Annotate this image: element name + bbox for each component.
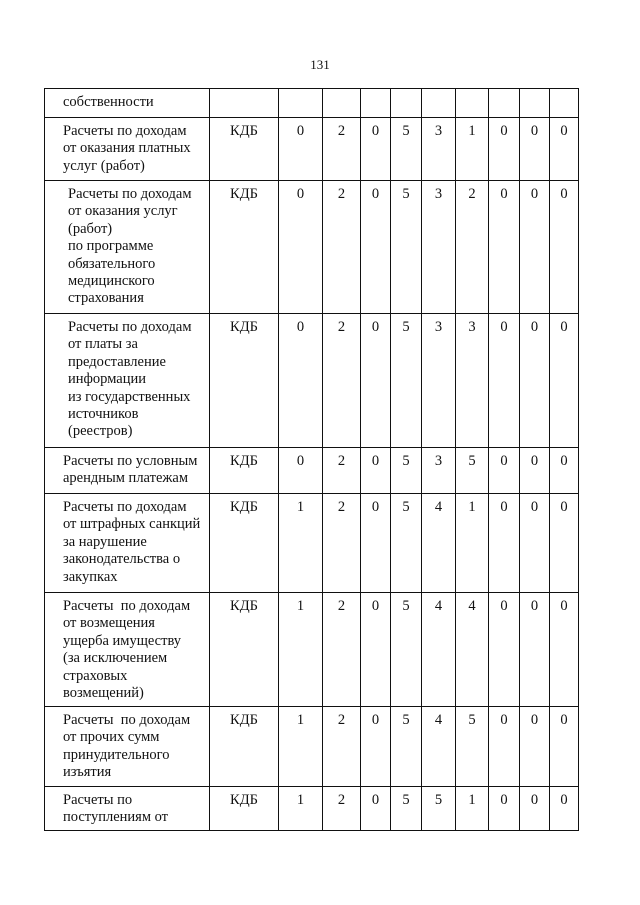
table-body — [45, 89, 579, 831]
table-row — [45, 494, 579, 593]
table-row — [45, 314, 579, 448]
code-digit-cell: 0 — [489, 314, 520, 448]
code-digit-cell: 0 — [550, 118, 579, 181]
code-digit-cell: 2 — [323, 494, 361, 593]
code-digit-cell: 0 — [520, 787, 550, 831]
account-name-cell: Расчеты по доходам от прочих сумм принудительного изъятия — [45, 707, 210, 787]
code-type-cell: КДБ — [210, 707, 279, 787]
code-type-cell: КДБ — [210, 787, 279, 831]
code-digit-cell: 2 — [456, 181, 489, 314]
code-digit-cell: 2 — [323, 314, 361, 448]
code-digit-cell: 0 — [489, 494, 520, 593]
code-digit-cell: 2 — [323, 448, 361, 494]
code-digit-cell: 0 — [520, 448, 550, 494]
code-digit-cell — [391, 89, 422, 118]
code-digit-cell: 0 — [489, 787, 520, 831]
account-name-cell: Расчеты по доходам от оказания услуг (работ) по программе обязательного медицинского страхования — [45, 181, 210, 314]
code-digit-cell: 0 — [489, 181, 520, 314]
table-row — [45, 787, 579, 831]
code-digit-cell: 0 — [520, 181, 550, 314]
code-digit-cell: 4 — [422, 593, 456, 707]
code-digit-cell: 5 — [391, 494, 422, 593]
code-digit-cell — [422, 89, 456, 118]
code-digit-cell: 2 — [323, 787, 361, 831]
code-digit-cell — [456, 89, 489, 118]
code-type-cell: КДБ — [210, 494, 279, 593]
code-digit-cell: 0 — [550, 593, 579, 707]
account-name-cell: Расчеты по условным арендным платежам — [45, 448, 210, 494]
table-row — [45, 448, 579, 494]
code-digit-cell: 5 — [422, 787, 456, 831]
code-digit-cell: 0 — [279, 314, 323, 448]
page-number: 131 — [310, 57, 330, 72]
code-digit-cell: 0 — [361, 707, 391, 787]
code-digit-cell: 4 — [422, 494, 456, 593]
code-digit-cell: 0 — [361, 181, 391, 314]
table-row — [45, 181, 579, 314]
code-digit-cell: 3 — [422, 181, 456, 314]
code-digit-cell: 0 — [279, 448, 323, 494]
code-digit-cell: 5 — [391, 787, 422, 831]
code-digit-cell: 3 — [422, 314, 456, 448]
code-digit-cell — [489, 89, 520, 118]
code-digit-cell: 0 — [361, 787, 391, 831]
account-name-cell: собственности — [45, 89, 210, 118]
code-digit-cell: 0 — [520, 118, 550, 181]
code-digit-cell: 0 — [550, 314, 579, 448]
code-digit-cell: 0 — [520, 494, 550, 593]
account-name-cell: Расчеты по доходам от штрафных санкций за нарушение законодательства о закупках — [45, 494, 210, 593]
code-digit-cell: 0 — [520, 707, 550, 787]
account-name-cell: Расчеты по доходам от платы за предоставление информации из государственных источников (реестров) — [45, 314, 210, 448]
code-digit-cell: 2 — [323, 707, 361, 787]
table-row — [45, 707, 579, 787]
code-digit-cell: 1 — [279, 593, 323, 707]
code-digit-cell: 2 — [323, 118, 361, 181]
code-type-cell — [210, 89, 279, 118]
code-digit-cell: 0 — [361, 494, 391, 593]
code-digit-cell: 1 — [456, 494, 489, 593]
code-digit-cell: 0 — [279, 118, 323, 181]
code-digit-cell: 5 — [391, 181, 422, 314]
code-digit-cell: 3 — [422, 448, 456, 494]
code-digit-cell: 1 — [456, 787, 489, 831]
code-digit-cell: 5 — [391, 118, 422, 181]
code-digit-cell: 5 — [456, 448, 489, 494]
code-digit-cell: 0 — [361, 593, 391, 707]
code-digit-cell: 3 — [456, 314, 489, 448]
code-digit-cell: 0 — [361, 448, 391, 494]
code-digit-cell: 5 — [391, 448, 422, 494]
code-digit-cell — [520, 89, 550, 118]
code-type-cell: КДБ — [210, 593, 279, 707]
table-row — [45, 593, 579, 707]
code-type-cell: КДБ — [210, 181, 279, 314]
code-digit-cell: 1 — [456, 118, 489, 181]
code-digit-cell — [323, 89, 361, 118]
code-digit-cell: 4 — [456, 593, 489, 707]
code-digit-cell: 0 — [550, 787, 579, 831]
code-digit-cell: 5 — [391, 314, 422, 448]
code-type-cell: КДБ — [210, 448, 279, 494]
code-digit-cell: 5 — [456, 707, 489, 787]
code-digit-cell — [361, 89, 391, 118]
code-digit-cell: 1 — [279, 787, 323, 831]
account-name-cell: Расчеты по поступлениям от — [45, 787, 210, 831]
code-digit-cell: 2 — [323, 181, 361, 314]
code-digit-cell: 0 — [489, 707, 520, 787]
code-digit-cell: 0 — [361, 118, 391, 181]
code-digit-cell — [550, 89, 579, 118]
code-digit-cell: 0 — [361, 314, 391, 448]
code-digit-cell: 0 — [550, 448, 579, 494]
code-digit-cell: 0 — [279, 181, 323, 314]
code-digit-cell: 1 — [279, 707, 323, 787]
table-row — [45, 89, 579, 118]
code-digit-cell: 2 — [323, 593, 361, 707]
code-type-cell: КДБ — [210, 314, 279, 448]
code-digit-cell: 5 — [391, 593, 422, 707]
code-digit-cell: 0 — [550, 707, 579, 787]
accounts-table — [44, 88, 579, 831]
code-digit-cell: 3 — [422, 118, 456, 181]
code-digit-cell: 4 — [422, 707, 456, 787]
code-digit-cell: 0 — [520, 593, 550, 707]
code-digit-cell: 1 — [279, 494, 323, 593]
account-name-cell: Расчеты по доходам от оказания платных услуг (работ) — [45, 118, 210, 181]
table-row — [45, 118, 579, 181]
code-digit-cell — [279, 89, 323, 118]
code-digit-cell: 0 — [489, 448, 520, 494]
code-digit-cell: 0 — [520, 314, 550, 448]
code-digit-cell: 5 — [391, 707, 422, 787]
code-digit-cell: 0 — [489, 593, 520, 707]
code-digit-cell: 0 — [489, 118, 520, 181]
account-name-cell: Расчеты по доходам от возмещения ущерба имуществу (за исключением страховых возмещений) — [45, 593, 210, 707]
code-digit-cell: 0 — [550, 181, 579, 314]
code-type-cell: КДБ — [210, 118, 279, 181]
code-digit-cell: 0 — [550, 494, 579, 593]
